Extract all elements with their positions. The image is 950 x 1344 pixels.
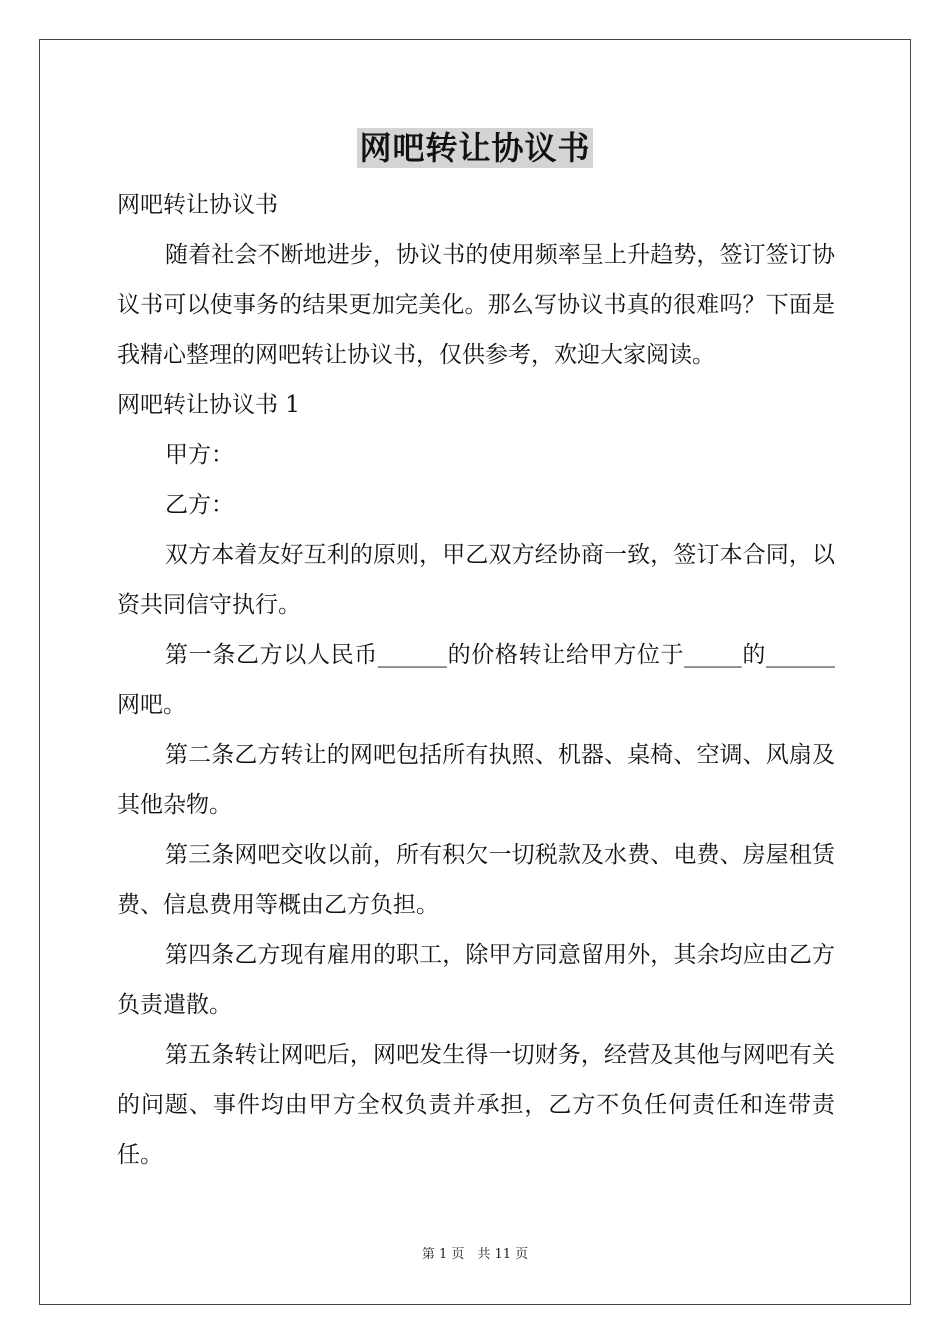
article-5: 第五条转让网吧后，网吧发生得一切财务，经营及其他与网吧有关的问题、事件均由甲方全权负责并承担，乙方不负任何责任和连带责任。 [117,1042,835,1168]
party-b-line: 乙方： [165,492,234,518]
section-heading: 网吧转让协议书 1 [117,392,300,418]
article-4: 第四条乙方现有雇用的职工，除甲方同意留用外，其余均应由乙方负责遣散。 [117,942,835,1018]
intro-paragraph: 随着社会不断地进步，协议书的使用频率呈上升趋势，签订签订协议书可以使事务的结果更加完美化。那么写协议书真的很难吗？下面是我精心整理的网吧转让协议书，仅供参考，欢迎大家阅读。 [117,242,835,368]
article-3: 第三条网吧交收以前，所有积欠一切税款及水费、电费、房屋租赁费、信息费用等概由乙方负担。 [117,842,835,918]
preamble-paragraph: 双方本着友好互利的原则，甲乙双方经协商一致，签订本合同，以资共同信守执行。 [117,542,835,618]
article-2: 第二条乙方转让的网吧包括所有执照、机器、桌椅、空调、风扇及其他杂物。 [117,742,835,818]
party-a-line: 甲方： [165,442,234,468]
document-body [117,180,835,1180]
document-title: 网吧转让协议书 [359,129,591,167]
article-1: 第一条乙方以人民币______的价格转让给甲方位于_____的______网吧。 [117,642,835,718]
subtitle-line: 网吧转让协议书 [117,192,278,218]
title-container [0,128,950,168]
page-footer: 第 1 页 共 11 页 [421,1247,529,1262]
